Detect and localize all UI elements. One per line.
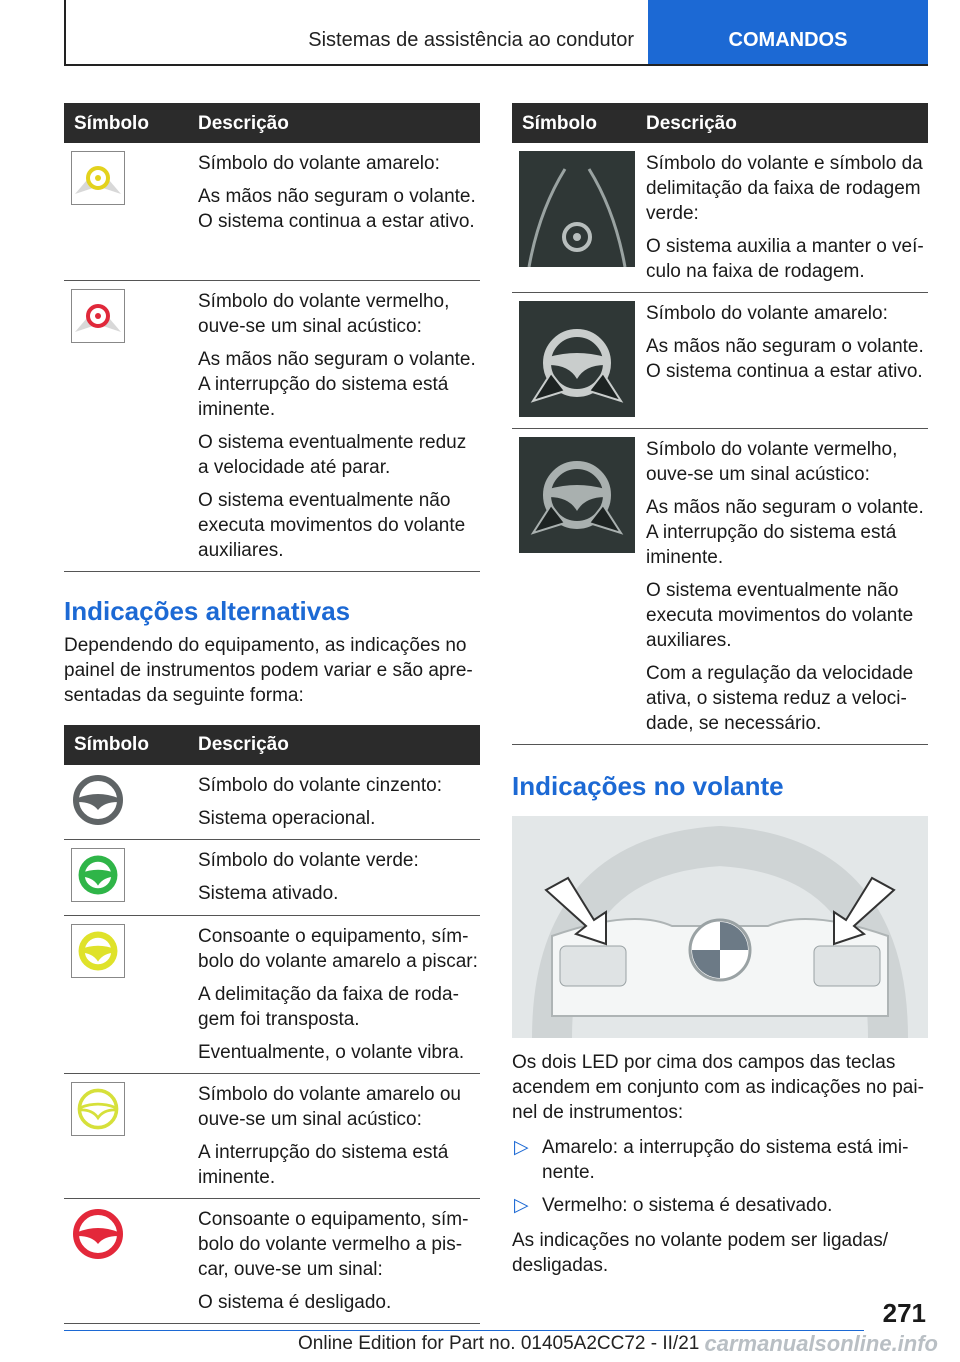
watermark: carmanualsonline.info bbox=[704, 1331, 938, 1356]
description-text: Símbolo do volante verde: bbox=[198, 849, 419, 871]
description-text: A interrupção do sistema está iminente. bbox=[198, 1141, 449, 1188]
table-row bbox=[64, 915, 480, 1073]
section-heading: Indicações no volante bbox=[512, 771, 784, 801]
table-row bbox=[64, 1198, 480, 1323]
right-column bbox=[512, 103, 928, 1278]
description-text: Símbolo do volante e símbolo da delimitação da faixa de rodagem verde: bbox=[646, 153, 923, 224]
intro-text: Dependendo do equipamento, as indicações no painel de instrumentos podem variar e são apresentadas da seguinte forma: bbox=[64, 634, 473, 706]
symbol-table-1 bbox=[64, 103, 480, 572]
symbol-table-3 bbox=[512, 103, 928, 745]
steering-wheel-yellow-hands-icon bbox=[71, 151, 125, 205]
steering-wheel-yellow-outline-icon bbox=[71, 1082, 125, 1136]
description-text: Consoante o equipamento, símbolo do volante amarelo a piscar: bbox=[198, 925, 478, 972]
description-text: Sistema operacional. bbox=[198, 807, 376, 829]
col-symbol-header: Símbolo bbox=[64, 103, 188, 143]
description-text: O sistema é desligado. bbox=[198, 1291, 392, 1313]
table-row bbox=[64, 143, 480, 280]
col-description-header: Descrição bbox=[636, 103, 928, 143]
list-item: ▷ Vermelho: o sistema é desativado. bbox=[514, 1195, 833, 1216]
table-row bbox=[64, 839, 480, 915]
description-text: Símbolo do volante vermelho, ouve-se um sinal acústico: bbox=[198, 290, 450, 337]
col-symbol-header: Símbolo bbox=[512, 103, 636, 143]
description-text: Com a regulação da velocidade ativa, o sistema reduz a velocidade, se necessário. bbox=[646, 663, 914, 734]
col-description-header: Descrição bbox=[188, 725, 480, 765]
table-row bbox=[512, 143, 928, 293]
description-text: O sistema auxilia a manter o veículo na faixa de rodagem. bbox=[646, 236, 924, 282]
steering-wheel-grey-icon bbox=[71, 773, 125, 827]
page-number: 271 bbox=[882, 1298, 926, 1328]
col-description-header: Descrição bbox=[188, 103, 480, 143]
edition-text: Online Edition for Part no. 01405A2CC72 - II/21 bbox=[298, 1333, 700, 1354]
description-text: Símbolo do volante amarelo: bbox=[646, 303, 888, 324]
section-heading: Indicações alternativas bbox=[64, 595, 351, 626]
steering-wheel-hands-grey-icon bbox=[519, 301, 635, 417]
symbol-table-2 bbox=[64, 725, 480, 1324]
chapter-tab[interactable]: COMANDOS bbox=[648, 0, 928, 64]
description-text: Consoante o equipamento, símbolo do volante vermelho a piscar, ouve-se um sinal: bbox=[198, 1208, 469, 1280]
description-text: As mãos não seguram o volante. A interrupção do sistema está iminente. bbox=[198, 348, 476, 420]
lane-steering-wheel-icon bbox=[519, 151, 635, 267]
steering-wheel-hands-dark-icon bbox=[519, 437, 635, 553]
description-text: Sistema ativado. bbox=[198, 882, 339, 904]
body-text: As indicações no volante podem ser ligadas/ desligadas. bbox=[512, 1230, 889, 1276]
steering-wheel-yellow-icon bbox=[71, 924, 125, 978]
list-item: ▷ Amarelo: a interrupção do sistema está iminente. bbox=[514, 1137, 909, 1183]
description-text: O sistema eventualmente não executa movimentos do volante auxiliares. bbox=[198, 489, 466, 561]
description-text: Símbolo do volante cinzento: bbox=[198, 774, 442, 796]
description-text: Símbolo do volante vermelho, ouve-se um sinal acústico: bbox=[646, 439, 898, 485]
table-row bbox=[64, 1073, 480, 1198]
steering-wheel-red-hands-icon bbox=[71, 289, 125, 343]
triangle-bullet-icon: ▷ bbox=[514, 1195, 529, 1216]
steering-wheel-red-icon bbox=[71, 1207, 125, 1261]
table-row bbox=[512, 429, 928, 745]
page-header bbox=[64, 0, 928, 66]
description-text: A delimitação da faixa de rodagem foi transposta. bbox=[198, 983, 459, 1030]
table-row bbox=[64, 765, 480, 840]
description-text: As mãos não seguram o volante. O sistema continua a estar ativo. bbox=[198, 186, 476, 232]
description-text: As mãos não seguram o volante. A interrupção do sistema está iminente. bbox=[646, 497, 924, 568]
steering-wheel-green-icon bbox=[71, 848, 125, 902]
steering-wheel-photo bbox=[512, 816, 928, 1038]
col-symbol-header: Símbolo bbox=[64, 725, 188, 765]
table-row bbox=[512, 293, 928, 429]
body-text: Os dois LED por cima dos campos das teclas acendem em conjunto com as indicações no painel de instrumentos: bbox=[512, 1052, 924, 1123]
description-text: As mãos não seguram o volante. O sistema continua a estar ativo. bbox=[646, 336, 924, 382]
description-text: Eventualmente, o volante vibra. bbox=[198, 1041, 465, 1063]
triangle-bullet-icon: ▷ bbox=[514, 1137, 529, 1158]
left-column bbox=[64, 103, 480, 1324]
section-title: Sistemas de assistência ao condutor bbox=[308, 29, 634, 51]
description-text: O sistema eventualmente reduz a velocidade até parar. bbox=[198, 431, 467, 478]
bullet-list bbox=[512, 1135, 928, 1218]
description-text: O sistema eventualmente não executa movimentos do volante auxiliares. bbox=[646, 580, 914, 651]
description-text: Símbolo do volante amarelo: bbox=[198, 153, 440, 174]
description-text: Símbolo do volante amarelo ou ouve-se um sinal acústico: bbox=[198, 1083, 461, 1130]
table-row bbox=[64, 280, 480, 571]
